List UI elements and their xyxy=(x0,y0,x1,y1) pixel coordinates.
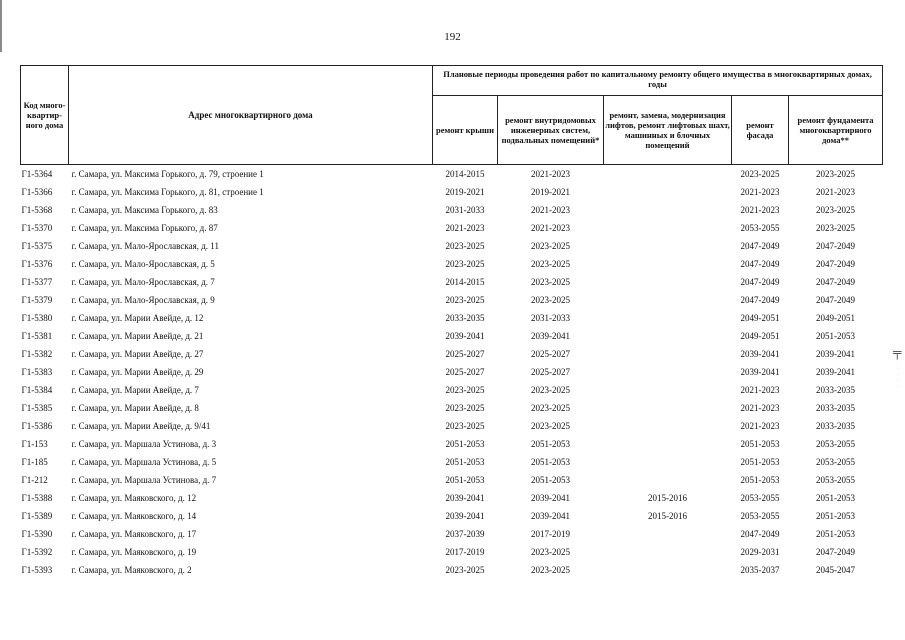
cell-facade-period: 2021-2023 xyxy=(740,420,780,431)
cell-house-code: Г1-5377 xyxy=(21,276,53,287)
cell-systems-period: 2039-2041 xyxy=(531,510,570,521)
table-row xyxy=(21,255,883,273)
cell-roof-period: 2031-2033 xyxy=(445,204,485,215)
cell-house-code: Г1-212 xyxy=(21,474,48,485)
cell-foundation-period: 2045-2047 xyxy=(816,564,856,575)
cell-systems-period: 2019-2021 xyxy=(531,186,570,197)
header-house-code: Код много-квартир-ного дома xyxy=(21,66,69,165)
cell-roof-period: 2033-2035 xyxy=(445,312,485,323)
cell-address: г. Самара, ул. Маяковского, д. 12 xyxy=(71,492,197,503)
cell-facade-period: 2049-2051 xyxy=(740,312,780,323)
cell-foundation-period: 2053-2055 xyxy=(816,456,856,467)
cell-foundation-period: 2023-2025 xyxy=(816,204,856,215)
cell-facade-period: 2051-2053 xyxy=(740,438,780,449)
cell-address: г. Самара, ул. Маяковского, д. 17 xyxy=(71,528,197,539)
cell-house-code: Г1-5366 xyxy=(21,186,53,197)
cell-foundation-period: 2047-2049 xyxy=(816,546,856,557)
cell-address: г. Самара, ул. Максима Горького, д. 87 xyxy=(71,222,218,233)
cell-systems-period: 2051-2053 xyxy=(531,438,570,449)
cell-foundation-period: 2051-2053 xyxy=(816,330,856,341)
cell-elevator-period xyxy=(604,471,732,489)
scan-artifact-dots: · · · · · xyxy=(897,360,899,390)
cell-facade-period: 2051-2053 xyxy=(740,456,780,467)
cell-address: г. Самара, ул. Мало-Ярославская, д. 11 xyxy=(71,240,219,251)
cell-systems-period: 2021-2023 xyxy=(531,222,570,233)
cell-address: г. Самара, ул. Маршала Устинова, д. 3 xyxy=(71,438,217,449)
cell-facade-period: 2023-2025 xyxy=(740,168,780,179)
table-row xyxy=(21,471,883,489)
cell-address: г. Самара, ул. Мало-Ярославская, д. 5 xyxy=(71,258,215,269)
cell-house-code: Г1-5382 xyxy=(21,348,53,359)
cell-systems-period: 2017-2019 xyxy=(531,528,570,539)
cell-elevator-period xyxy=(604,417,732,435)
cell-house-code: Г1-5368 xyxy=(21,204,53,215)
table-row xyxy=(21,525,883,543)
cell-roof-period: 2039-2041 xyxy=(445,492,485,503)
header-planned-periods: Плановые периоды проведения работ по капитальному ремонту общего имущества в многоквартирных домах, годы xyxy=(433,66,883,96)
table-row xyxy=(21,183,883,201)
cell-house-code: Г1-5393 xyxy=(21,564,53,575)
cell-elevator-period xyxy=(604,273,732,291)
cell-facade-period: 2039-2041 xyxy=(740,348,780,359)
cell-foundation-period: 2021-2023 xyxy=(816,186,856,197)
table-row xyxy=(21,165,883,184)
cell-house-code: Г1-5389 xyxy=(21,510,53,521)
cell-foundation-period: 2023-2025 xyxy=(816,222,856,233)
cell-elevator-period xyxy=(604,165,732,184)
cell-elevator-period xyxy=(604,435,732,453)
cell-foundation-period: 2033-2035 xyxy=(816,402,856,413)
cell-facade-period: 2051-2053 xyxy=(740,474,780,485)
cell-house-code: Г1-5392 xyxy=(21,546,53,557)
cell-facade-period: 2021-2023 xyxy=(740,384,780,395)
header-elevator-repair: ремонт, замена, модернизация лифтов, ремонт лифтовых шахт, машинных и блочных помещений xyxy=(604,96,732,165)
cell-elevator-period xyxy=(604,525,732,543)
cell-elevator-period xyxy=(604,219,732,237)
cell-roof-period: 2023-2025 xyxy=(445,294,485,305)
cell-house-code: Г1-5370 xyxy=(21,222,53,233)
cell-elevator-period xyxy=(604,201,732,219)
cell-elevator-period xyxy=(604,381,732,399)
cell-facade-period: 2049-2051 xyxy=(740,330,780,341)
cell-facade-period: 2047-2049 xyxy=(740,258,780,269)
cell-facade-period: 2039-2041 xyxy=(740,366,780,377)
cell-roof-period: 2025-2027 xyxy=(445,348,485,359)
cell-systems-period: 2023-2025 xyxy=(531,384,570,395)
cell-facade-period: 2021-2023 xyxy=(740,402,780,413)
cell-roof-period: 2023-2025 xyxy=(445,402,485,413)
cell-elevator-period xyxy=(604,543,732,561)
cell-systems-period: 2051-2053 xyxy=(531,474,570,485)
cell-foundation-period: 2051-2053 xyxy=(816,510,856,521)
cell-elevator-period xyxy=(604,183,732,201)
cell-facade-period: 2035-2037 xyxy=(740,564,780,575)
capital-repair-table xyxy=(20,65,883,579)
cell-facade-period: 2047-2049 xyxy=(740,294,780,305)
cell-house-code: Г1-5375 xyxy=(21,240,53,251)
cell-foundation-period: 2047-2049 xyxy=(816,276,856,287)
cell-facade-period: 2053-2055 xyxy=(740,222,780,233)
cell-address: г. Самара, ул. Маяковского, д. 2 xyxy=(71,564,192,575)
cell-house-code: Г1-5385 xyxy=(21,402,53,413)
cell-address: г. Самара, ул. Мало-Ярославская, д. 7 xyxy=(71,276,215,287)
cell-house-code: Г1-5383 xyxy=(21,366,53,377)
page-left-border xyxy=(0,0,2,52)
cell-roof-period: 2039-2041 xyxy=(445,510,485,521)
cell-foundation-period: 2051-2053 xyxy=(816,528,856,539)
cell-elevator-period xyxy=(604,255,732,273)
header-address: Адрес многоквартирного дома xyxy=(69,66,433,165)
cell-systems-period: 2031-2033 xyxy=(531,312,570,323)
header-facade-repair: ремонт фасада xyxy=(732,96,789,165)
cell-foundation-period: 2053-2055 xyxy=(816,474,856,485)
cell-elevator-period xyxy=(604,237,732,255)
cell-facade-period: 2047-2049 xyxy=(740,528,780,539)
cell-house-code: Г1-5384 xyxy=(21,384,53,395)
table-row xyxy=(21,291,883,309)
cell-address: г. Самара, ул. Максима Горького, д. 79, строение 1 xyxy=(71,168,264,179)
cell-systems-period: 2023-2025 xyxy=(531,420,570,431)
cell-house-code: Г1-5386 xyxy=(21,420,53,431)
cell-roof-period: 2025-2027 xyxy=(445,366,485,377)
table-row xyxy=(21,273,883,291)
cell-roof-period: 2037-2039 xyxy=(445,528,485,539)
cell-foundation-period: 2053-2055 xyxy=(816,438,856,449)
cell-systems-period: 2023-2025 xyxy=(531,546,570,557)
cell-systems-period: 2039-2041 xyxy=(531,330,570,341)
cell-facade-period: 2047-2049 xyxy=(740,276,780,287)
cell-facade-period: 2047-2049 xyxy=(740,240,780,251)
table-row xyxy=(21,543,883,561)
cell-house-code: Г1-185 xyxy=(21,456,48,467)
cell-address: г. Самара, ул. Маршала Устинова, д. 7 xyxy=(71,474,217,485)
cell-roof-period: 2023-2025 xyxy=(445,258,485,269)
cell-address: г. Самара, ул. Марии Авейде, д. 8 xyxy=(71,402,199,413)
cell-facade-period: 2053-2055 xyxy=(740,492,780,503)
cell-roof-period: 2023-2025 xyxy=(445,384,485,395)
cell-foundation-period: 2049-2051 xyxy=(816,312,856,323)
header-foundation-repair: ремонт фундамента многоквартирного дома** xyxy=(789,96,883,165)
table-body xyxy=(21,165,883,580)
cell-roof-period: 2021-2023 xyxy=(445,222,485,233)
cell-systems-period: 2025-2027 xyxy=(531,366,570,377)
cell-foundation-period: 2039-2041 xyxy=(816,348,856,359)
table-row xyxy=(21,237,883,255)
cell-foundation-period: 2047-2049 xyxy=(816,294,856,305)
cell-address: г. Самара, ул. Марии Авейде, д. 27 xyxy=(71,348,204,359)
cell-facade-period: 2029-2031 xyxy=(740,546,780,557)
cell-house-code: Г1-153 xyxy=(21,438,48,449)
cell-facade-period: 2021-2023 xyxy=(740,204,780,215)
table-row xyxy=(21,417,883,435)
table-row xyxy=(21,399,883,417)
cell-systems-period: 2025-2027 xyxy=(531,348,570,359)
cell-address: г. Самара, ул. Марии Авейде, д. 21 xyxy=(71,330,204,341)
cell-address: г. Самара, ул. Марии Авейде, д. 7 xyxy=(71,384,199,395)
cell-foundation-period: 2051-2053 xyxy=(816,492,856,503)
cell-elevator-period xyxy=(604,561,732,579)
scan-artifact-mark: ╤ xyxy=(893,345,902,359)
cell-roof-period: 2051-2053 xyxy=(445,474,485,485)
table-row xyxy=(21,561,883,579)
page-number: 192 xyxy=(444,31,461,43)
cell-house-code: Г1-5380 xyxy=(21,312,53,323)
cell-roof-period: 2017-2019 xyxy=(445,546,485,557)
header-systems-repair: ремонт внутридомовых инженерных систем, подвальных помещений* xyxy=(498,96,604,165)
cell-elevator-period xyxy=(604,453,732,471)
cell-foundation-period: 2033-2035 xyxy=(816,384,856,395)
cell-house-code: Г1-5379 xyxy=(21,294,53,305)
cell-systems-period: 2023-2025 xyxy=(531,294,570,305)
cell-house-code: Г1-5376 xyxy=(21,258,53,269)
cell-address: г. Самара, ул. Максима Горького, д. 83 xyxy=(71,204,218,215)
cell-address: г. Самара, ул. Маршала Устинова, д. 5 xyxy=(71,456,217,467)
cell-foundation-period: 2047-2049 xyxy=(816,258,856,269)
cell-roof-period: 2014-2015 xyxy=(445,276,485,287)
table-row xyxy=(21,507,883,525)
cell-systems-period: 2039-2041 xyxy=(531,492,570,503)
cell-roof-period: 2051-2053 xyxy=(445,438,485,449)
cell-elevator-period xyxy=(604,363,732,381)
cell-house-code: Г1-5388 xyxy=(21,492,53,503)
cell-facade-period: 2021-2023 xyxy=(740,186,780,197)
table-row xyxy=(21,489,883,507)
table-row xyxy=(21,363,883,381)
cell-systems-period: 2023-2025 xyxy=(531,276,570,287)
cell-elevator-period xyxy=(604,309,732,327)
cell-roof-period: 2019-2021 xyxy=(445,186,485,197)
cell-address: г. Самара, ул. Марии Авейде, д. 9/41 xyxy=(71,420,211,431)
cell-elevator-period xyxy=(604,399,732,417)
cell-facade-period: 2053-2055 xyxy=(740,510,780,521)
cell-systems-period: 2021-2023 xyxy=(531,168,570,179)
cell-systems-period: 2023-2025 xyxy=(531,258,570,269)
cell-address: г. Самара, ул. Мало-Ярославская, д. 9 xyxy=(71,294,215,305)
cell-systems-period: 2023-2025 xyxy=(531,240,570,251)
cell-foundation-period: 2023-2025 xyxy=(816,168,856,179)
cell-roof-period: 2039-2041 xyxy=(445,330,485,341)
table-row xyxy=(21,201,883,219)
cell-systems-period: 2021-2023 xyxy=(531,204,570,215)
cell-address: г. Самара, ул. Марии Авейде, д. 29 xyxy=(71,366,204,377)
table-row xyxy=(21,219,883,237)
cell-address: г. Самара, ул. Максима Горького, д. 81, строение 1 xyxy=(71,186,264,197)
cell-roof-period: 2023-2025 xyxy=(445,420,485,431)
cell-address: г. Самара, ул. Марии Авейде, д. 12 xyxy=(71,312,204,323)
cell-elevator-period xyxy=(604,291,732,309)
cell-house-code: Г1-5364 xyxy=(21,168,53,179)
cell-address: г. Самара, ул. Маяковского, д. 14 xyxy=(71,510,197,521)
table-row xyxy=(21,345,883,363)
cell-systems-period: 2023-2025 xyxy=(531,402,570,413)
cell-elevator-period xyxy=(604,345,732,363)
table-row xyxy=(21,309,883,327)
cell-foundation-period: 2047-2049 xyxy=(816,240,856,251)
cell-foundation-period: 2033-2035 xyxy=(816,420,856,431)
table-row xyxy=(21,327,883,345)
cell-house-code: Г1-5381 xyxy=(21,330,53,341)
cell-elevator-period xyxy=(604,327,732,345)
cell-elevator-period: 2015-2016 xyxy=(648,492,687,503)
table-row xyxy=(21,453,883,471)
cell-systems-period: 2051-2053 xyxy=(531,456,570,467)
cell-roof-period: 2051-2053 xyxy=(445,456,485,467)
cell-roof-period: 2014-2015 xyxy=(445,168,485,179)
table-row xyxy=(21,381,883,399)
cell-foundation-period: 2039-2041 xyxy=(816,366,856,377)
cell-roof-period: 2023-2025 xyxy=(445,240,485,251)
table-row xyxy=(21,435,883,453)
cell-address: г. Самара, ул. Маяковского, д. 19 xyxy=(71,546,197,557)
cell-systems-period: 2023-2025 xyxy=(531,564,570,575)
cell-house-code: Г1-5390 xyxy=(21,528,53,539)
cell-roof-period: 2023-2025 xyxy=(445,564,485,575)
cell-elevator-period: 2015-2016 xyxy=(648,510,687,521)
header-roof-repair: ремонт крыши xyxy=(433,96,498,165)
